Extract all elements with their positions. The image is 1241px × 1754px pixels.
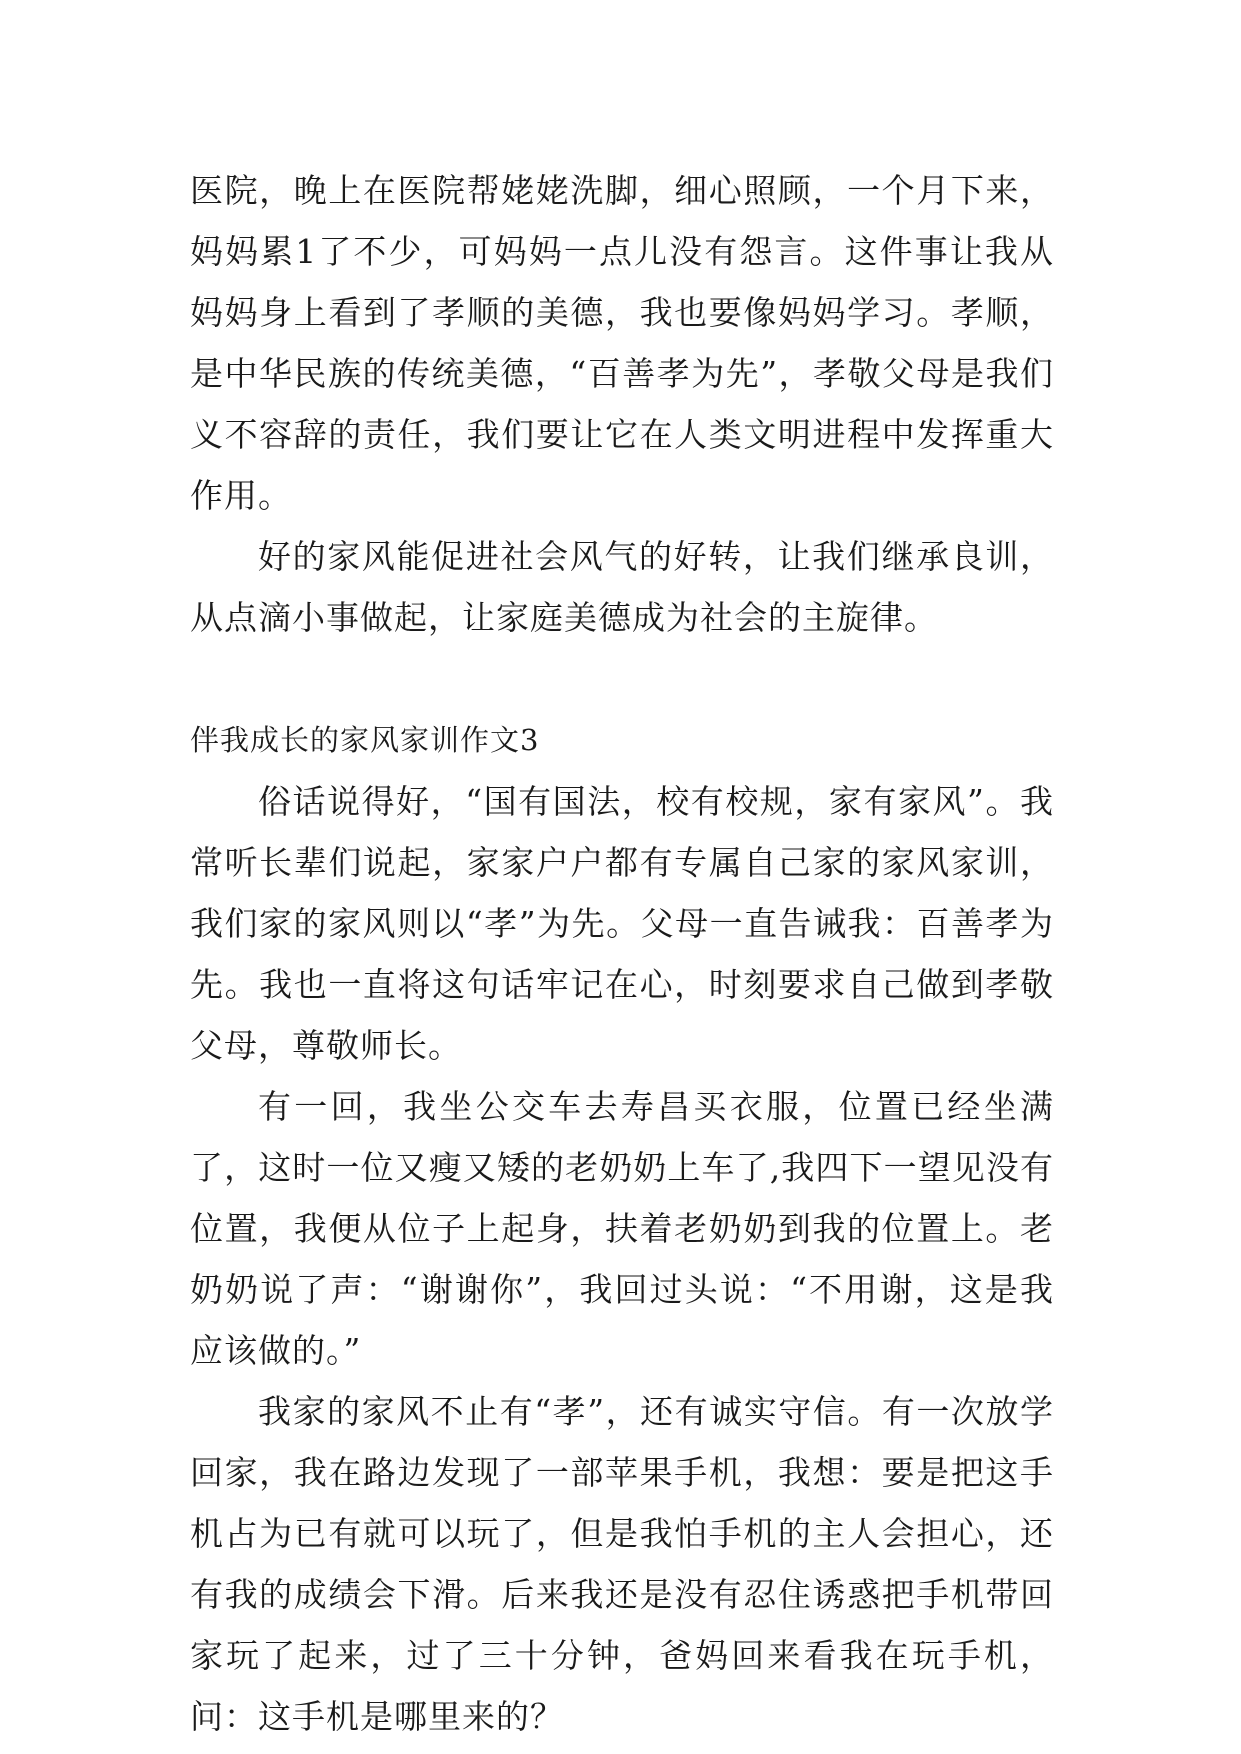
paragraph-continuation: 医院，晚上在医院帮姥姥洗脚，细心照顾，一个月下来，妈妈累1了不少，可妈妈一点儿没有怨言。这件事让我从妈妈身上看到了孝顺的美德，我也要像妈妈学习。孝顺，是中华民族的传统美德，“百善孝为先”，孝敬父母是我们义不容辞的责任，我们要让它在人类文明进程中发挥重大作用。 [190, 171, 1054, 515]
paragraph-conclusion: 好的家风能促进社会风气的好转，让我们继承良训，从点滴小事做起，让家庭美德成为社会的主旋律。 [190, 537, 1054, 637]
section-title: 伴我成长的家风家训作文3 [190, 723, 540, 757]
section-spacer [190, 648, 1054, 710]
paragraph-3: 我家的家风不止有“孝”，还有诚实守信。有一次放学回家，我在路边发现了一部苹果手机，我想：要是把这手机占为已有就可以玩了，但是我怕手机的主人会担心，还有我的成绩会下滑。后来我还是没有忍住诱惑把手机带回家玩了起来，过了三十分钟，爸妈回来看我在玩手机，问：这手机是哪里来的？ [190, 1392, 1054, 1736]
paragraph-2: 有一回，我坐公交车去寿昌买衣服，位置已经坐满了，这时一位又瘦又矮的老奶奶上车了,我四下一望见没有位置，我便从位子上起身，扶着老奶奶到我的位置上。老奶奶说了声：“谢谢你”，我回过头说：“不用谢，这是我应该做的。” [190, 1087, 1054, 1370]
document-page [190, 160, 1054, 1747]
paragraph-1: 俗话说得好，“国有国法，校有校规，家有家风”。我常听长辈们说起，家家户户都有专属自己家的家风家训，我们家的家风则以“孝”为先。父母一直告诫我：百善孝为先。我也一直将这句话牢记在心，时刻要求自己做到孝敬父母，尊敬师长。 [190, 782, 1054, 1065]
